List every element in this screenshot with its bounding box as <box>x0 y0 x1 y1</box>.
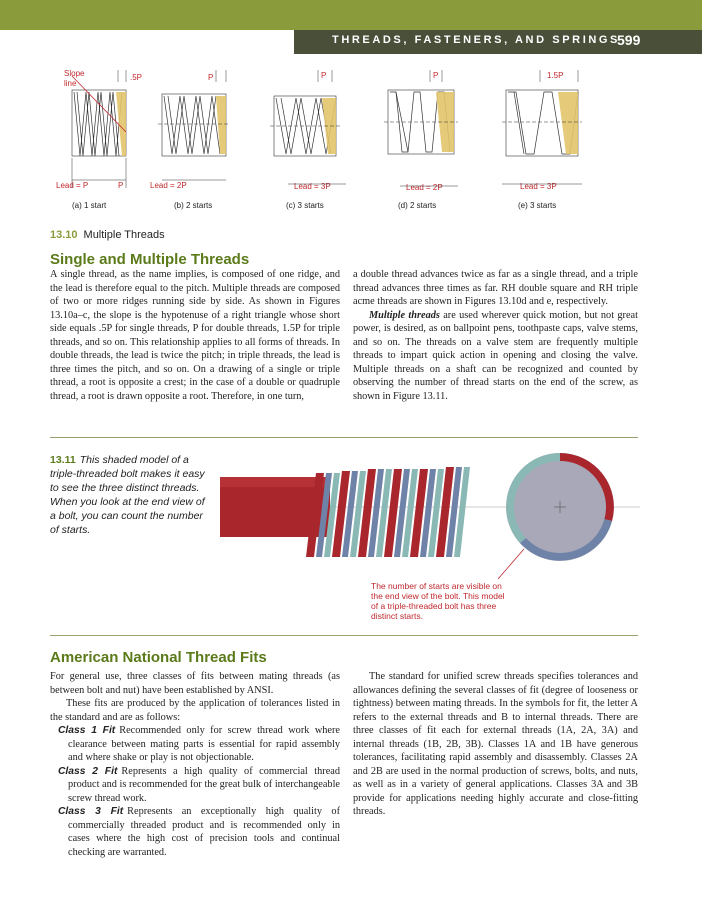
bolt-end-view <box>506 453 614 561</box>
pitch-label-a: .5P <box>130 73 143 82</box>
pitch-label-a-bottom: P <box>118 181 124 190</box>
bolt-threads <box>306 467 470 557</box>
figure-number: 13.10 <box>50 229 78 241</box>
section1-right-paragraph-2 <box>353 309 638 404</box>
section2-paragraph-1: For general use, three classes of fits between mating threads (as between bolt and nut) have been established by ANSI. <box>50 671 340 696</box>
section-heading-single-multiple: Single and Multiple Threads <box>50 251 250 268</box>
caption-c: (c) 3 starts <box>286 201 324 210</box>
fit-class-1-text: Recommended only for screw thread work where clearance between mating parts is essential for rapid assembly and where shake or play is not objectionable. <box>68 725 340 763</box>
fit-class-2-text: Represents a high quality of commercial thread product and is recommended for the great bulk of interchangeable screw thread work. <box>68 765 340 804</box>
section1-left-paragraph: A single thread, as the name implies, is composed of one ridge, and the lead is therefore equal to the pitch. Multiple threads are composed of two or more ridges running side by side. As shown in Figures 13.10a–c, the slope is the hypotenuse of a right triangle whose short side equals .5P for single threads, P for double threads, 1.5P for triple threads, and so on. This relationship applies to all forms of threads. In double threads, the lead is twice the pitch; in triple threads, the lead is three times the pitch, and so on. On a drawing of a single or triple thread, a root is opposite a crest; in the case of a double or quadruple thread, a root is drawn opposite a root. Therefore, in one turn, <box>50 269 340 402</box>
pitch-label-d: P <box>433 71 439 80</box>
fit-class-2-term: Class 2 Fit <box>58 765 118 777</box>
header-green-band <box>0 0 702 30</box>
pitch-label-e: 1.5P <box>547 71 564 80</box>
section-heading-thread-fits: American National Thread Fits <box>50 649 267 666</box>
figure-13-11-number: 13.11 <box>50 454 76 466</box>
figure-13-11-callout: The number of starts are visible on the end view of the bolt. This model of a triple-threaded bolt has three distinct starts. <box>371 581 505 621</box>
section1-right-paragraph-2-text: are used wherever quick motion, but not great power, is desired, as on ballpoint pens, toothpaste caps, valve stems, and so on. The threads on a valve stem are frequently multiple threads to impart quick action in opening and closing the valve. Multiple threads on a shaft can be recognized and counted by observing the number of thread starts on the end of the screw, as shown in Figure 13.11. <box>353 309 638 402</box>
caption-e: (e) 3 starts <box>518 201 557 210</box>
fit-class-1-term: Class 1 Fit <box>58 725 116 736</box>
page-number: 599 <box>617 32 641 48</box>
pitch-label-b: P <box>208 73 214 82</box>
running-title: THREADS, FASTENERS, AND SPRINGS <box>332 34 620 46</box>
figure-13-11-text: This shaded model of a triple-threaded bolt makes it easy to see the three distinct threads. When you look at the end view of a bolt, you can count the number of starts. <box>50 454 205 536</box>
lead-label-d: Lead = 2P <box>406 183 443 192</box>
divider-bottom <box>50 635 638 636</box>
figure-13-10-caption <box>50 229 165 241</box>
figure-title: Multiple Threads <box>83 229 165 241</box>
thread-diagram-d <box>384 70 458 154</box>
section1-left-column <box>50 268 340 403</box>
fit-class-3 <box>50 805 340 859</box>
lead-label-b: Lead = 2P <box>150 181 187 190</box>
section2-right-paragraph: The standard for unified screw threads specifies tolerances and allowances defining the several classes of fit (degree of looseness or tightness) between mating threads. In the symbols for fit, the letter A refers to the external threads and B to internal threads. There are three classes of fit each for external threads (1A, 2A, 3A) and internal threads (1B, 2B, 3B). Classes 1A and 1B have generous tolerances, facilitating rapid assembly and disassembly. Classes 2A and 2B are used in the normal production of screws, bolts, and nuts, as well as in a variety of general applications. Classes 3A and 3B provide for applications needing highly accurate and close-fitting threads. <box>353 671 638 817</box>
fit-class-2 <box>50 765 340 806</box>
figure-13-11-caption <box>50 453 210 537</box>
section2-left-column <box>50 670 340 859</box>
caption-b: (b) 2 starts <box>174 201 213 210</box>
thread-diagram-c <box>270 70 340 156</box>
fit-class-3-term: Class 3 Fit <box>58 806 124 817</box>
lead-label-c: Lead = 3P <box>294 182 331 191</box>
caption-d: (d) 2 starts <box>398 201 437 210</box>
page-header <box>0 0 702 54</box>
lead-label-e: Lead = 3P <box>520 182 557 191</box>
fit-class-3-text: Represents an exceptionally high quality of commercially threaded product and is recommended only in cases where the high cost of precision tools and continual checking are warranted. <box>68 806 340 858</box>
section2-right-column <box>353 670 638 819</box>
thread-diagram-b <box>158 70 230 180</box>
divider-top <box>50 437 638 438</box>
lead-label-a: Lead = P <box>56 181 89 190</box>
figure-13-10-thread-diagrams <box>50 62 650 222</box>
slope-label: Slope <box>64 69 85 78</box>
thread-diagram-e <box>502 70 582 156</box>
caption-a: (a) 1 start <box>72 201 107 210</box>
section1-right-column <box>353 268 638 403</box>
section1-right-paragraph-1: a double thread advances twice as far as a single thread, and a triple thread advances three times as far. RH double square and RH triple acme threads are shown in Figures 13.10d and e, respectively. <box>353 269 638 307</box>
fit-class-1 <box>50 724 340 765</box>
line-label: line <box>64 79 77 88</box>
thread-diagram-a <box>72 70 126 188</box>
pitch-label-c: P <box>321 71 327 80</box>
section2-paragraph-2: These fits are produced by the application of tolerances listed in the standard and are as follows: <box>50 698 340 723</box>
multiple-threads-term: Multiple threads <box>369 309 440 321</box>
